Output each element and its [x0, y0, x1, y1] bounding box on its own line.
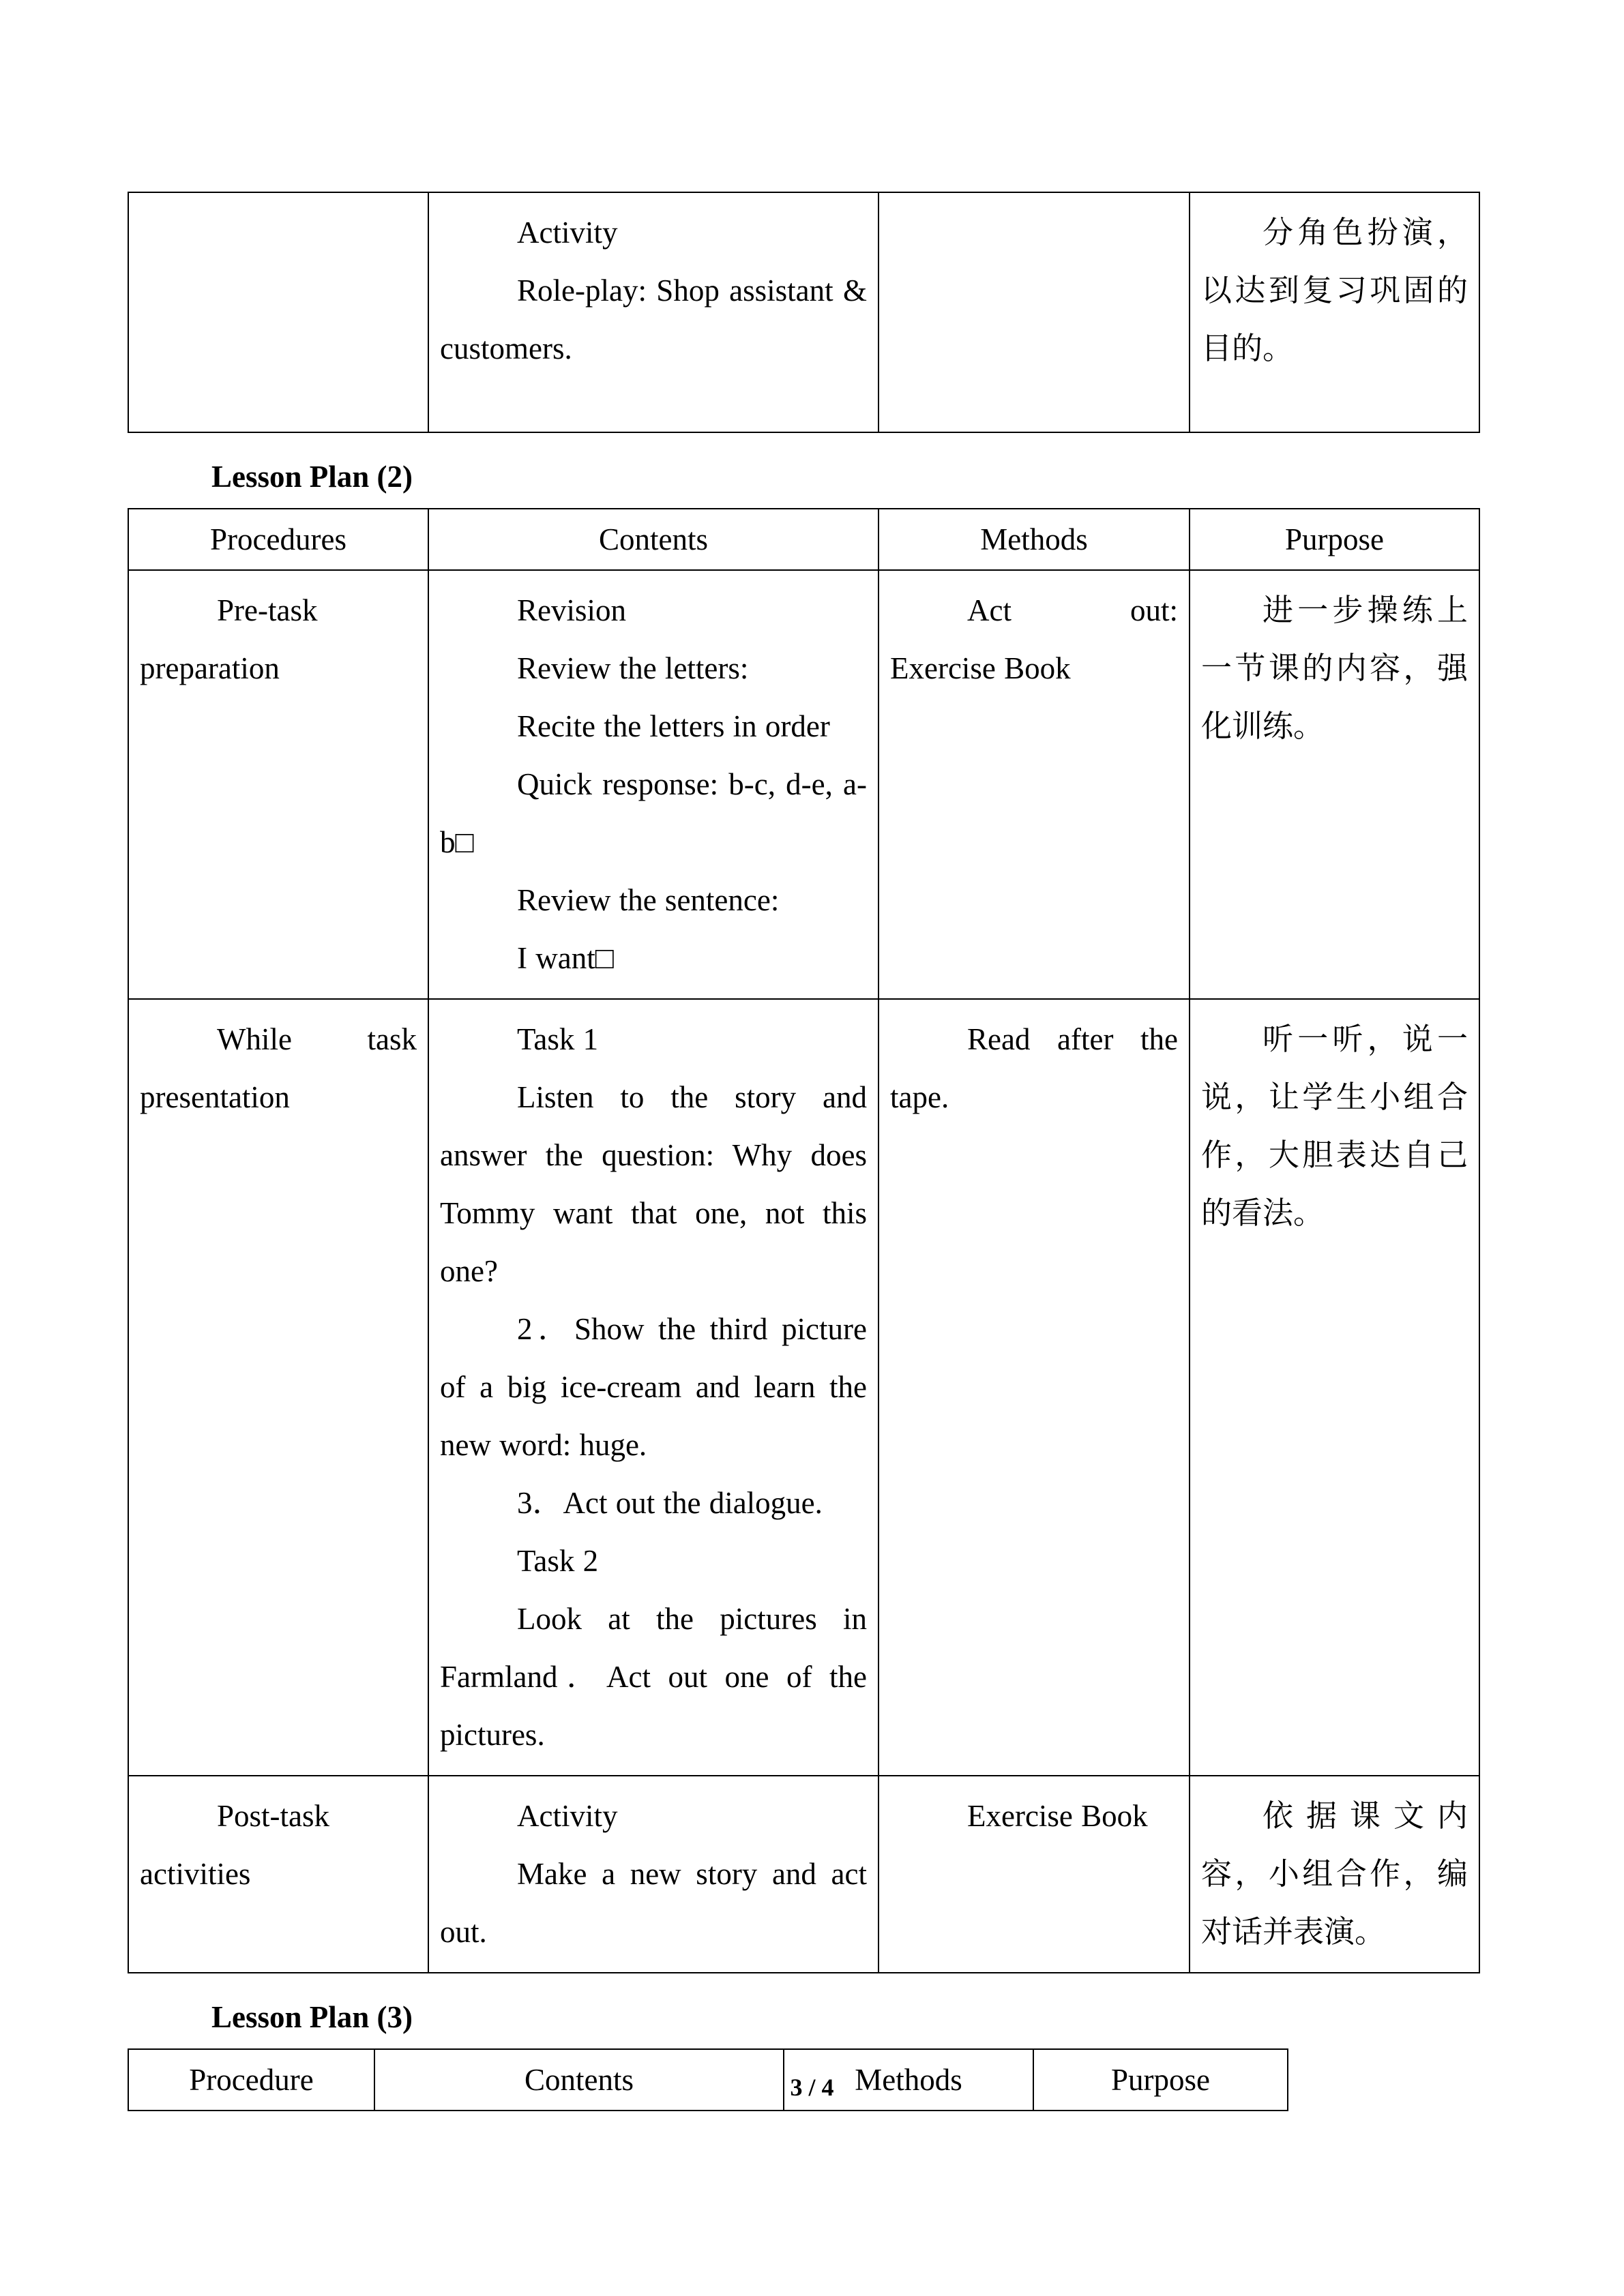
header-methods: Methods	[879, 509, 1190, 570]
lesson-plan-2-table	[128, 508, 1480, 1973]
content-paragraph: Look at the pictures in Farmland．Act out one of the pictures.	[440, 1602, 867, 1752]
lesson-plan-3-heading: Lesson Plan (3)	[211, 2000, 413, 2034]
method-paragraph: Act out: Exercise Book	[890, 593, 1178, 685]
content-paragraph: Review the sentence:	[517, 883, 780, 917]
header-procedure: Procedure	[128, 2049, 374, 2111]
header-purpose: Purpose	[1033, 2049, 1288, 2111]
content-paragraph: I want□	[517, 941, 614, 975]
content-paragraph: Make a new story and act out.	[440, 1857, 867, 1949]
table-row	[128, 1776, 1479, 1973]
content-paragraph: Review the letters:	[517, 651, 749, 685]
content-paragraph: Role-play: Shop assistant & customers.	[440, 273, 867, 366]
purpose-paragraph: 听一听，说一说，让学生小组合作，大胆表达自己的看法。	[1201, 1022, 1468, 1230]
content-paragraph: Task 1	[517, 1022, 599, 1056]
previous-table-continuation	[128, 192, 1480, 433]
procedure-paragraph: While task presentation	[140, 1022, 417, 1114]
header-methods: Methods	[784, 2049, 1033, 2111]
content-paragraph: Activity	[517, 1799, 618, 1833]
procedure-paragraph: Pre-task preparation	[140, 593, 318, 685]
table-header-row	[128, 509, 1479, 570]
content-paragraph: Listen to the story and answer the question: Why does Tommy want that one, not this one?	[440, 1080, 867, 1288]
method-paragraph: Read after the tape.	[890, 1022, 1178, 1114]
content-paragraph: Activity	[517, 215, 618, 250]
procedures-cell	[128, 1776, 428, 1973]
content-paragraph: Recite the letters in order	[517, 709, 830, 743]
header-contents: Contents	[374, 2049, 784, 2111]
contents-cell	[428, 192, 879, 432]
contents-cell	[428, 999, 879, 1776]
procedure-paragraph: Post-task activities	[140, 1799, 330, 1891]
methods-cell	[879, 1776, 1190, 1973]
content-paragraph: Revision	[517, 593, 627, 627]
table-row	[128, 570, 1479, 999]
procedures-cell	[128, 570, 428, 999]
header-procedures: Procedures	[128, 509, 428, 570]
content-paragraph: Quick response: b-c, d-e, a-b□	[440, 767, 867, 859]
table-row	[128, 999, 1479, 1776]
methods-cell	[879, 192, 1190, 432]
page-number: 3 / 4	[790, 2074, 834, 2101]
purpose-cell	[1190, 999, 1479, 1776]
contents-cell	[428, 1776, 879, 1973]
header-purpose: Purpose	[1190, 509, 1479, 570]
purpose-paragraph: 依据课文内容，小组合作，编对话并表演。	[1201, 1799, 1468, 1949]
content-paragraph: 2．Show the third picture of a big ice-cream and learn the new word: huge.	[440, 1312, 867, 1462]
method-paragraph: Exercise Book	[967, 1799, 1148, 1833]
procedures-cell	[128, 192, 428, 432]
purpose-cell	[1190, 570, 1479, 999]
contents-cell	[428, 570, 879, 999]
procedures-cell	[128, 999, 428, 1776]
document-page	[128, 0, 1479, 2111]
header-contents: Contents	[428, 509, 879, 570]
purpose-paragraph: 进一步操练上一节课的内容，强化训练。	[1201, 593, 1468, 743]
purpose-cell	[1190, 192, 1479, 432]
purpose-paragraph: 分角色扮演，以达到复习巩固的目的。	[1201, 215, 1468, 366]
methods-cell	[879, 570, 1190, 999]
content-paragraph: 3．Act out the dialogue.	[517, 1486, 823, 1520]
lesson-plan-2-heading: Lesson Plan (2)	[211, 460, 413, 494]
table-row	[128, 192, 1479, 432]
purpose-cell	[1190, 1776, 1479, 1973]
methods-cell	[879, 999, 1190, 1776]
content-paragraph: Task 2	[517, 1544, 599, 1578]
